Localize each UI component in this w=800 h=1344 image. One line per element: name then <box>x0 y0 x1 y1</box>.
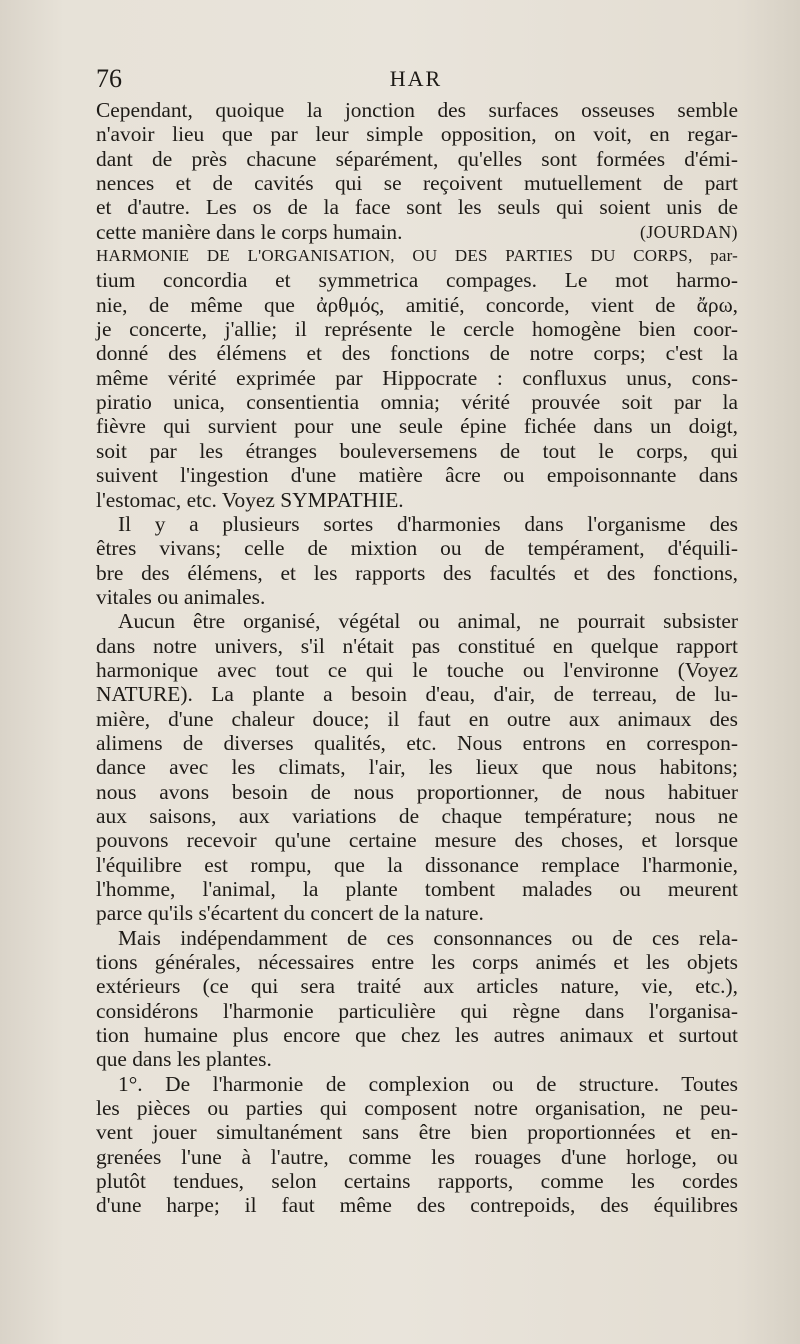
text-line: dans notre univers, s'il n'était pas constitué en quelque rapport <box>96 633 738 658</box>
text-line <box>96 220 738 244</box>
text-line: que dans les plantes. <box>96 1047 272 1072</box>
text-line: considérons l'harmonie particulière qui règne dans l'organisa- <box>96 998 738 1023</box>
text-line: l'estomac, etc. Voyez SYMPATHIE. <box>96 487 404 512</box>
text-line: l'équilibre est rompu, que la dissonance remplace l'harmonie, <box>96 852 738 877</box>
text-line: dant de près chacune séparément, qu'elles sont formées d'émi- <box>96 146 738 171</box>
text-line: suivent l'ingestion d'une matière âcre ou empoisonnante dans <box>96 463 738 488</box>
page-number: 76 <box>96 64 122 93</box>
text-line: alimens de diverses qualités, etc. Nous entrons en correspon- <box>96 730 738 755</box>
text-line: vitales ou animales. <box>96 584 266 609</box>
author-signature: (JOURDAN) <box>640 221 738 242</box>
text-line: n'avoir lieu que par leur simple opposition, on voit, en regar- <box>96 122 738 147</box>
text-line: soit par les étranges bouleversemens de tout le corps, qui <box>96 438 738 463</box>
text-line: plutôt tendues, selon certains rapports, comme les cordes <box>96 1169 738 1194</box>
text-line: harmonique avec tout ce qui le touche ou l'environne (Voyez <box>96 657 738 682</box>
text-line: vent jouer simultanément sans être bien proportionnées et en- <box>96 1120 738 1145</box>
text-line: grenées l'une à l'autre, comme les rouages d'une horloge, ou <box>96 1144 738 1169</box>
text-line: Il y a plusieurs sortes d'harmonies dans l'organisme des <box>118 511 738 536</box>
text-line: nie, de même que ἀρθμός, amitié, concorde, vient de ἄρω, <box>96 292 738 317</box>
text-line: extérieurs (ce qui sera traité aux articles nature, vie, etc.), <box>96 974 738 999</box>
text-line: et d'autre. Les os de la face sont les seuls qui soient unis de <box>96 195 738 220</box>
text-line: aux saisons, aux variations de chaque température; nous ne <box>96 803 738 828</box>
text-line: HARMONIE DE L'ORGANISATION, OU DES PARTIES DU CORPS, par- <box>96 246 738 266</box>
text-line: piratio unica, consentientia omnia; vérité prouvée soit par la <box>96 390 738 415</box>
text-line: êtres vivans; celle de mixtion ou de tempérament, d'équili- <box>96 536 738 561</box>
text-line-content: cette manière dans le corps humain. <box>96 219 403 244</box>
text-line: NATURE). La plante a besoin d'eau, d'air, de terreau, de lu- <box>96 682 738 707</box>
text-line: même vérité exprimée par Hippocrate : confluxus unus, cons- <box>96 365 738 390</box>
body-text <box>96 98 738 1218</box>
running-head: HAR <box>389 66 443 91</box>
page-header <box>96 64 736 98</box>
text-line: nous avons besoin de nous proportionner, de nous habituer <box>96 779 738 804</box>
text-line: 1°. De l'harmonie de complexion ou de structure. Toutes <box>118 1071 738 1096</box>
text-line: dance avec les climats, l'air, les lieux que nous habitons; <box>96 755 738 780</box>
text-line: tions générales, nécessaires entre les corps animés et les objets <box>96 950 738 975</box>
text-line: je concerte, j'allie; il représente le cercle homogène bien coor- <box>96 317 738 342</box>
text-line: tium concordia et symmetrica compages. Le mot harmo- <box>96 268 738 293</box>
text-line: donné des élémens et des fonctions de notre corps; c'est la <box>96 341 738 366</box>
text-line: d'une harpe; il faut même des contrepoids, des équilibres <box>96 1193 738 1218</box>
text-line: mière, d'une chaleur douce; il faut en outre aux animaux des <box>96 706 738 731</box>
text-line: pouvons recevoir qu'une certaine mesure des choses, et lorsque <box>96 828 738 853</box>
text-line: bre des élémens, et les rapports des facultés et des fonctions, <box>96 560 738 585</box>
text-line: Aucun être organisé, végétal ou animal, ne pourrait subsister <box>118 609 738 634</box>
text-line: les pièces ou parties qui composent notre organisation, ne peu- <box>96 1096 738 1121</box>
text-line: parce qu'ils s'écartent du concert de la nature. <box>96 901 484 926</box>
text-line: nences et de cavités qui se reçoivent mutuellement de part <box>96 171 738 196</box>
text-line: tion humaine plus encore que chez les autres animaux et surtout <box>96 1023 738 1048</box>
text-line: Cependant, quoique la jonction des surfaces osseuses semble <box>96 98 738 122</box>
text-line: l'homme, l'animal, la plante tombent malades ou meurent <box>96 877 738 901</box>
text-line: fièvre qui survient pour une seule épine fichée dans un doigt, <box>96 414 738 439</box>
text-line: Mais indépendamment de ces consonnances ou de ces rela- <box>118 925 738 950</box>
